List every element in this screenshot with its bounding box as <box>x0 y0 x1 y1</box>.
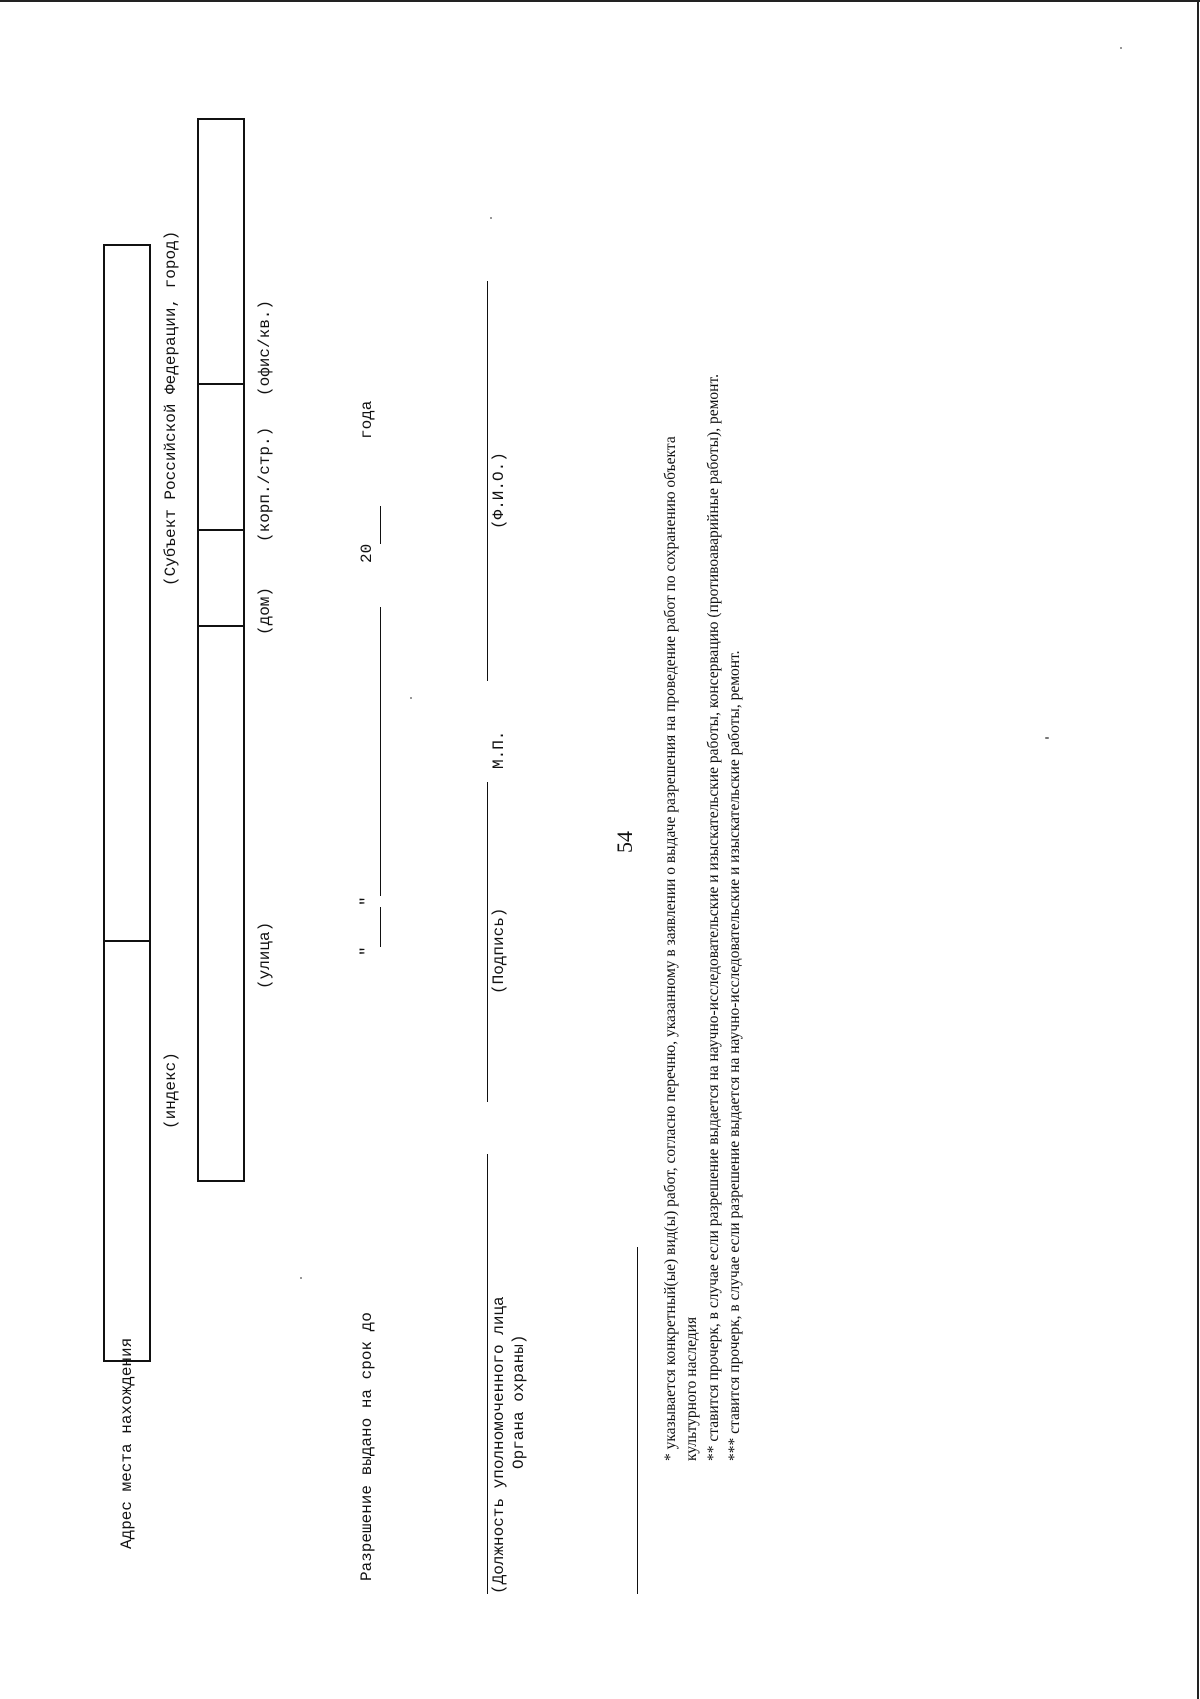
index-caption: (индекс) <box>162 1052 180 1129</box>
scan-speck <box>410 697 412 699</box>
stamp-mark: М.П. <box>490 730 508 769</box>
footnote-separator <box>637 1247 638 1594</box>
month-blank-line <box>380 607 381 896</box>
day-quote-close: " <box>358 896 376 906</box>
signature-caption: (Подпись) <box>490 907 508 994</box>
footnote-3: *** ставится прочерк, в случае если разрешение выдается на научно-исследовательские и изыскательские работы, ремонт. <box>725 650 743 1461</box>
scan-speck <box>490 217 492 219</box>
day-quote-open: " <box>358 946 376 956</box>
scan-speck <box>1120 47 1122 49</box>
house-caption: (дом) <box>256 586 274 635</box>
validity-label: Разрешение выдано на срок до <box>358 1312 376 1581</box>
footnote-1: * указывается конкретный(ые) вид(ы) работ, согласно перечню, указанному в заявлении о выдаче разрешения на проведение работ по сохранению объекта культурного наследия <box>662 436 701 1461</box>
year-suffix: года <box>358 400 376 439</box>
position-caption-2: Органа охраны) <box>510 1334 528 1469</box>
address-row-2 <box>197 118 245 1182</box>
signature-line <box>487 782 488 1102</box>
scan-speck <box>1045 737 1049 739</box>
index-region-divider <box>105 940 149 942</box>
address-label: Адрес места нахождения <box>118 1337 136 1549</box>
position-line <box>487 1154 488 1594</box>
address-row-1 <box>103 244 151 1362</box>
name-caption: (Ф.И.О.) <box>490 452 508 529</box>
building-office-divider <box>199 383 243 385</box>
name-line <box>487 281 488 681</box>
day-blank-line <box>380 907 381 947</box>
house-building-divider <box>199 529 243 531</box>
footnotes <box>660 371 745 1461</box>
street-house-divider <box>199 625 243 627</box>
position-caption-1: (Должность уполномоченного лица <box>490 1296 508 1594</box>
building-caption: (корп./стр.) <box>256 426 274 542</box>
footnote-2: ** ставится прочерк, в случае если разрешение выдается на научно-исследовательские и изыскательские работы, консервацию (противоаварийные работы), ремонт. <box>704 374 722 1461</box>
region-caption: (Субъект Российской Федерации, город) <box>162 230 180 586</box>
scan-speck <box>300 1277 302 1279</box>
page-number: 54 <box>612 831 637 853</box>
street-caption: (улица) <box>256 921 274 989</box>
year-blank-line <box>380 506 381 544</box>
year-prefix: 20 <box>358 543 376 563</box>
office-caption: (офис/кв.) <box>256 299 274 396</box>
